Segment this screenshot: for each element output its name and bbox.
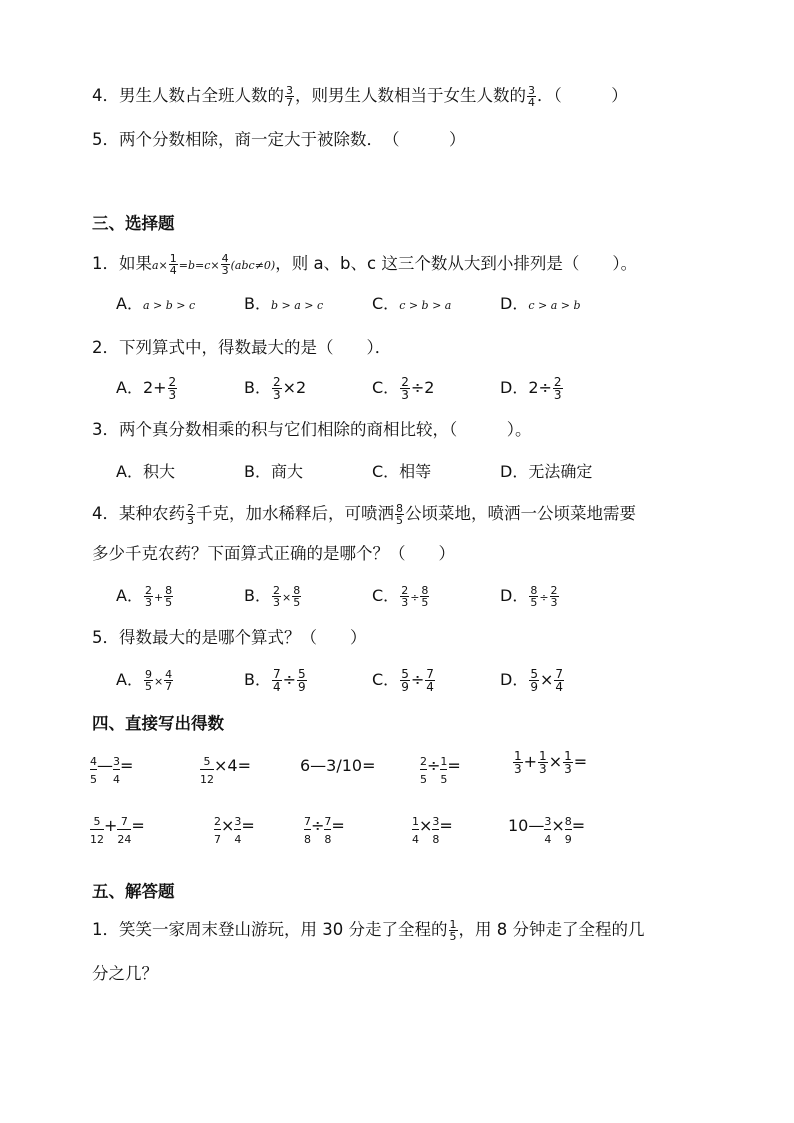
fraction: $\frac{1}{3}$ [564,749,572,776]
fraction: $\frac{2}{3}$ [187,502,194,527]
fraction: $\frac{3}{7}$ [286,84,293,109]
fraction: $\frac{1}{4}$ [412,815,419,846]
option-d[interactable]: D．c > a > b [500,294,581,313]
fraction: $\frac{8}{5}$ [293,584,301,609]
fraction: $\frac{7}{8}$ [324,815,332,846]
option-a[interactable]: A．积大 [116,462,175,481]
question-number: 4． [92,86,119,105]
option-d[interactable]: D．2÷ $\frac{2}{3}$ [500,375,562,402]
option-a[interactable]: A．2+ $\frac{2}{3}$ [116,375,177,402]
calc-item: $\frac{5}{12}$ ×4= [200,755,251,786]
calc-item: 6—3/10= [300,756,376,775]
fraction: $\frac{7}{4}$ [555,667,564,694]
question-text: ，则男生人数相当于女生人数的 [295,86,526,105]
fraction: $\frac{1}{5}$ [440,755,448,786]
option-c[interactable]: C．c > b > a [372,294,452,313]
fraction: $\frac{2}{3}$ [272,584,280,609]
fraction: $\frac{8}{5}$ [530,584,538,609]
fraction: $\frac{9}{5}$ [144,668,152,693]
option-c[interactable]: C．相等 [372,462,432,481]
fraction: $\frac{2}{3}$ [272,375,281,402]
fraction: $\frac{5}{9}$ [530,667,538,694]
choice-question-4-line2: 多少千克农药？下面算式正确的是哪个？（ ） [92,544,455,563]
option-b[interactable]: B．商大 [244,462,303,481]
calc-item: $\frac{2}{7}$ × $\frac{3}{4}$ = [214,815,255,846]
fraction: $\frac{7}{8}$ [304,815,311,846]
choice-question-3: 3．两个真分数相乘的积与它们相除的商相比较，（ ）。 [92,420,532,439]
fraction: $\frac{7}{24}$ [117,815,132,846]
solve-question-1: 1．笑笑一家周末登山游玩，用 30 分走了全程的 $\frac{1}{5}$ ，用 8 分钟走了全程的几 [92,918,645,943]
fraction: $\frac{1}{4}$ [169,252,177,277]
option-a[interactable]: A． $\frac{2}{3}$ + $\frac{8}{5}$ [116,584,173,609]
fraction: $\frac{8}{5}$ [396,502,403,527]
fraction: $\frac{5}{9}$ [298,667,306,694]
fraction: $\frac{1}{3}$ [514,749,522,776]
fraction: $\frac{2}{3}$ [144,584,152,609]
fraction: $\frac{3}{4}$ [544,815,552,846]
fraction: $\frac{3}{4}$ [528,84,535,109]
option-c[interactable]: C． $\frac{5}{9}$ ÷ $\frac{7}{4}$ [372,667,434,694]
option-b[interactable]: B． $\frac{2}{3}$ × $\frac{8}{5}$ [244,584,301,609]
fraction: $\frac{2}{5}$ [420,755,427,786]
option-c[interactable]: C． $\frac{2}{3}$ ÷2 [372,375,435,402]
section-title-choice: 三、选择题 [92,214,175,233]
fraction: $\frac{3}{8}$ [432,815,440,846]
calc-item: $\frac{4}{5}$ — $\frac{3}{4}$ = [90,755,134,786]
fraction: $\frac{2}{3}$ [553,375,562,402]
fraction: $\frac{2}{3}$ [168,375,177,402]
choice-question-5: 5．得数最大的是哪个算式？（ ） [92,628,367,647]
section-title-direct-calc: 四、直接写出得数 [92,714,224,733]
fraction: $\frac{1}{3}$ [539,749,547,776]
calc-item: $\frac{5}{12}$ + $\frac{7}{24}$ = [90,815,145,846]
fraction: $\frac{8}{5}$ [165,584,173,609]
fraction: $\frac{8}{5}$ [421,584,429,609]
fraction: $\frac{4}{7}$ [165,668,173,693]
option-d[interactable]: D． $\frac{5}{9}$ × $\frac{7}{4}$ [500,667,564,694]
answer-blank: ．（ ） [537,86,628,105]
calc-item: $\frac{1}{3}$ + $\frac{1}{3}$ × $\frac{1}{3}$ = [514,749,588,776]
calc-item: $\frac{2}{5}$ ÷ $\frac{1}{5}$ = [420,755,461,786]
section-title-solve: 五、解答题 [92,882,175,901]
fraction: $\frac{8}{9}$ [564,815,572,846]
choice-question-1: 1．如果a× $\frac{1}{4}$ =b=c× $\frac{4}{3}$ (abc≠0)，则 a、b、c 这三个数从大到小排列是（ ）。 [92,252,638,277]
option-b[interactable]: B． $\frac{2}{3}$ ×2 [244,375,307,402]
fraction: $\frac{7}{4}$ [426,667,434,694]
fraction: $\frac{5}{12}$ [90,815,104,846]
option-d[interactable]: D．无法确定 [500,462,593,481]
fraction: $\frac{5}{12}$ [200,755,214,786]
calc-item: 10— $\frac{3}{4}$ × $\frac{8}{9}$ = [508,815,586,846]
choice-question-4: 4．某种农药 $\frac{2}{3}$ 千克，加水稀释后，可喷洒 $\frac{8}{5}$ 公顷菜地，喷洒一公顷菜地需要 [92,502,636,527]
fraction: $\frac{3}{4}$ [113,755,120,786]
option-a[interactable]: A． $\frac{9}{5}$ × $\frac{4}{7}$ [116,668,173,693]
choice-question-2: 2．下列算式中，得数最大的是（ ）． [92,338,392,357]
question-text: 男生人数占全班人数的 [119,86,284,105]
option-a[interactable]: A．a > b > c [116,294,196,313]
fraction: $\frac{3}{4}$ [234,815,242,846]
fraction: $\frac{7}{4}$ [272,667,281,694]
fraction: $\frac{2}{3}$ [550,584,558,609]
solve-question-1-line2: 分之几？ [92,964,158,983]
option-d[interactable]: D． $\frac{8}{5}$ ÷ $\frac{2}{3}$ [500,584,558,609]
fraction: $\frac{4}{3}$ [221,252,229,277]
fraction: $\frac{5}{9}$ [401,667,409,694]
calc-item: $\frac{7}{8}$ ÷ $\frac{7}{8}$ = [304,815,345,846]
option-b[interactable]: B．b > a > c [244,294,324,313]
fraction: $\frac{2}{3}$ [401,584,409,609]
judge-question-4 [92,84,628,108]
option-c[interactable]: C． $\frac{2}{3}$ ÷ $\frac{8}{5}$ [372,584,429,609]
fraction: $\frac{2}{3}$ [401,375,409,402]
option-b[interactable]: B． $\frac{7}{4}$ ÷ $\frac{5}{9}$ [244,667,306,694]
question-number: 5． [92,130,119,149]
calc-item: $\frac{1}{4}$ × $\frac{3}{8}$ = [412,815,453,846]
question-text: 两个分数相除，商一定大于被除数． （ ） [119,130,466,149]
fraction: $\frac{4}{5}$ [90,755,97,786]
fraction: $\frac{2}{7}$ [214,815,221,846]
judge-question-5 [92,128,466,152]
fraction: $\frac{1}{5}$ [449,918,457,943]
